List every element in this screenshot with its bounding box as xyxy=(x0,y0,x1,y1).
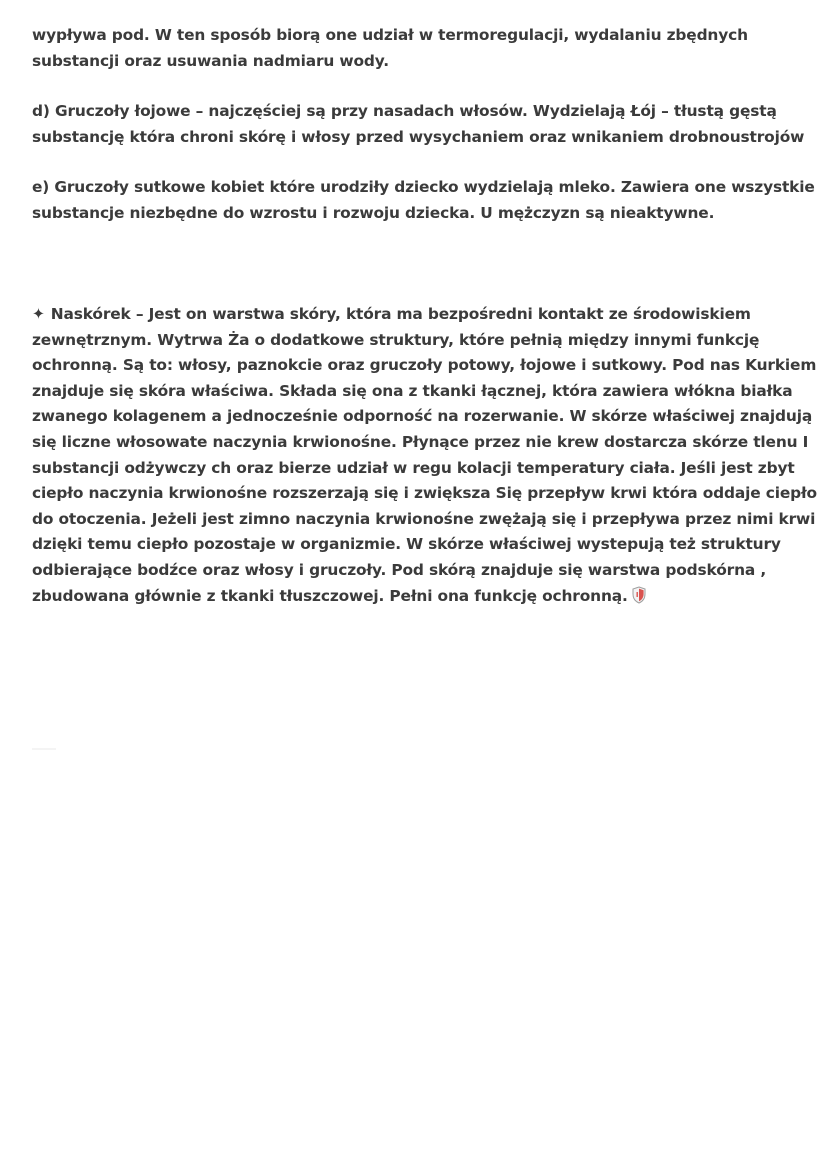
text-line: e) Gruczoły sutkowe kobiet które urodziły dziecko wydzielają mleko. Zawiera one wszystkie xyxy=(32,178,815,196)
text-line: dzięki temu ciepło pozostaje w organizmie. W skórze właściwej wystepują też struktury xyxy=(32,535,781,554)
paragraph-epidermis xyxy=(32,302,817,612)
text-line xyxy=(32,584,802,613)
sparkle-bullet-icon: ✦ xyxy=(32,305,45,323)
paragraph-sweat-glands-end xyxy=(32,23,802,74)
faint-divider xyxy=(32,748,56,750)
text-line: zwanego kolagenem a jednocześnie odporność na rozerwanie. W skórze właściwej znajdują xyxy=(32,407,813,426)
text-line: substancji oraz usuwania nadmiaru wody. xyxy=(32,51,389,70)
text-line: znajduje się skóra właściwa. Składa się ona z tkanki łącznej, która zawiera włókna białka xyxy=(32,381,793,400)
text-line-content: zbudowana głównie z tkanki tłuszczowej. Pełni ona funkcję ochronną. xyxy=(32,586,628,605)
text-line: substancje niezbędne do wzrostu i rozwoju dziecka. U mężczyzn są nieaktywne. xyxy=(32,203,715,222)
text-line: substancję która chroni skórę i włosy przed wysychaniem oraz wnikaniem drobnoustrojów xyxy=(32,127,805,146)
text-line-content: Naskórek – Jest on warstwa skóry, która ma bezpośredni kontakt ze środowiskiem xyxy=(50,305,751,323)
paragraph-mammary-glands xyxy=(32,175,815,226)
text-line: odbierające bodźce oraz włosy i gruczoły. Pod skórą znajduje się warstwa podskórna , xyxy=(32,560,767,579)
text-line: zewnętrznym. Wytrwa Ża o dodatkowe struktury, które pełnią między innymi funkcję xyxy=(32,330,760,349)
text-line: substancji odżywczy ch oraz bierze udział w regu kolacji temperatury ciała. Jeśli jest zbyt xyxy=(32,458,795,477)
paragraph-sebaceous-glands xyxy=(32,99,805,150)
text-line: d) Gruczoły łojowe – najczęściej są przy nasadach włosów. Wydzielają Łój – tłustą gęstą xyxy=(32,102,777,120)
text-line xyxy=(32,302,802,328)
text-line: wypływa pod. W ten sposób biorą one udział w termoregulacji, wydalaniu zbędnych xyxy=(32,26,748,44)
text-line: się liczne włosowate naczynia krwionośne. Płynące przez nie krew dostarcza skórze tlenu I xyxy=(32,432,809,451)
text-line: ciepło naczynia krwionośne rozszerzają się i zwiększa Się przepływ krwi która oddaje ciepło xyxy=(32,484,817,503)
text-line: do otoczenia. Jeżeli jest zimno naczynia krwionośne zwężają się i przepływa przez nimi krwi xyxy=(32,509,816,528)
text-line: ochronną. Są to: włosy, paznokcie oraz gruczoły potowy, łojowe i sutkowy. Pod nas Kurkiem xyxy=(32,356,817,375)
shield-icon xyxy=(632,586,646,613)
